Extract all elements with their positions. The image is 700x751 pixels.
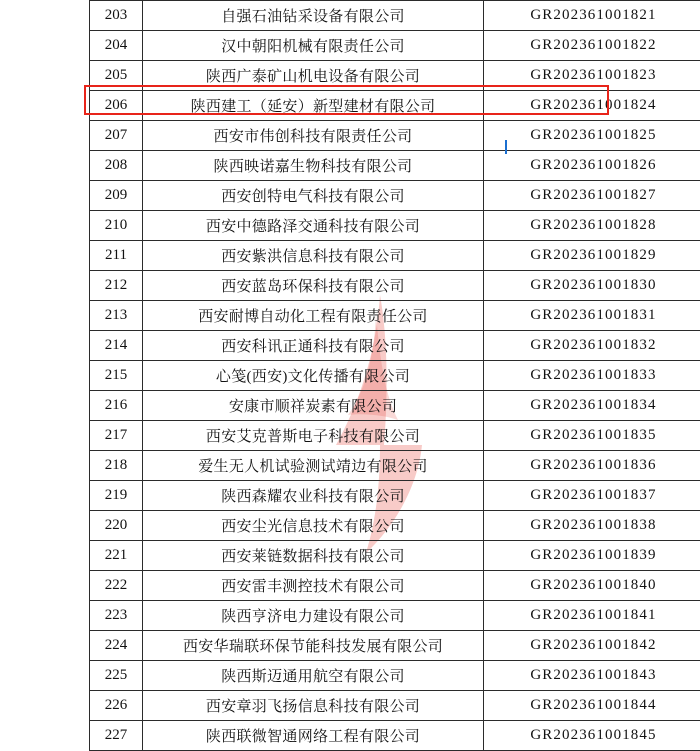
table-row[interactable] (90, 691, 700, 721)
table-row[interactable] (90, 601, 700, 631)
row-index: 223 (90, 601, 143, 631)
row-company-name: 西安耐博自动化工程有限责任公司 (143, 301, 484, 331)
row-company-name: 西安尘光信息技术有限公司 (143, 511, 484, 541)
table-row[interactable] (90, 661, 700, 691)
row-certificate-code: GR202361001840 (484, 571, 700, 601)
table-row[interactable] (90, 151, 700, 181)
row-certificate-code: GR202361001838 (484, 511, 700, 541)
row-index: 219 (90, 481, 143, 511)
table-row[interactable] (90, 541, 700, 571)
row-certificate-code: GR202361001829 (484, 241, 700, 271)
row-index: 209 (90, 181, 143, 211)
table-row[interactable] (90, 61, 700, 91)
row-certificate-code: GR202361001827 (484, 181, 700, 211)
row-index: 205 (90, 61, 143, 91)
row-index: 218 (90, 451, 143, 481)
row-company-name: 爱生无人机试验测试靖边有限公司 (143, 451, 484, 481)
table-row[interactable] (90, 121, 700, 151)
row-index: 212 (90, 271, 143, 301)
row-certificate-code: GR202361001821 (484, 1, 700, 31)
row-company-name: 陕西广泰矿山机电设备有限公司 (143, 61, 484, 91)
row-certificate-code: GR202361001844 (484, 691, 700, 721)
row-index: 215 (90, 361, 143, 391)
table-row[interactable] (90, 31, 700, 61)
row-certificate-code: GR202361001841 (484, 601, 700, 631)
row-company-name: 陕西建工（延安）新型建材有限公司 (143, 91, 484, 121)
row-certificate-code: GR202361001831 (484, 301, 700, 331)
row-index: 210 (90, 211, 143, 241)
table-body (90, 1, 700, 751)
row-certificate-code: GR202361001830 (484, 271, 700, 301)
row-company-name: 西安科讯正通科技有限公司 (143, 331, 484, 361)
row-index: 225 (90, 661, 143, 691)
row-index: 203 (90, 1, 143, 31)
row-index: 206 (90, 91, 143, 121)
row-index: 204 (90, 31, 143, 61)
row-company-name: 西安紫洪信息科技有限公司 (143, 241, 484, 271)
row-index: 220 (90, 511, 143, 541)
row-certificate-code: GR202361001824 (484, 91, 700, 121)
row-certificate-code: GR202361001845 (484, 721, 700, 751)
row-certificate-code: GR202361001833 (484, 361, 700, 391)
row-certificate-code: GR202361001843 (484, 661, 700, 691)
row-index: 224 (90, 631, 143, 661)
table-row[interactable] (90, 721, 700, 751)
row-certificate-code: GR202361001834 (484, 391, 700, 421)
row-company-name: 西安莱链数据科技有限公司 (143, 541, 484, 571)
row-certificate-code: GR202361001825 (484, 121, 700, 151)
table-row[interactable] (90, 571, 700, 601)
row-certificate-code: GR202361001822 (484, 31, 700, 61)
row-company-name: 西安章羽飞扬信息科技有限公司 (143, 691, 484, 721)
row-company-name: 西安华瑞联环保节能科技发展有限公司 (143, 631, 484, 661)
row-certificate-code: GR202361001832 (484, 331, 700, 361)
row-certificate-code: GR202361001826 (484, 151, 700, 181)
table-row[interactable] (90, 511, 700, 541)
table-row[interactable] (90, 181, 700, 211)
row-index: 211 (90, 241, 143, 271)
row-certificate-code: GR202361001828 (484, 211, 700, 241)
table-row[interactable] (90, 211, 700, 241)
row-index: 207 (90, 121, 143, 151)
row-company-name: 陕西映诺嘉生物科技有限公司 (143, 151, 484, 181)
row-company-name: 自强石油钻采设备有限公司 (143, 1, 484, 31)
row-company-name: 陕西斯迈通用航空有限公司 (143, 661, 484, 691)
table-row[interactable] (90, 481, 700, 511)
table-row[interactable] (90, 451, 700, 481)
table-row[interactable] (90, 631, 700, 661)
row-company-name: 心笺(西安)文化传播有限公司 (143, 361, 484, 391)
table-row-highlighted[interactable] (90, 91, 700, 121)
row-index: 213 (90, 301, 143, 331)
row-index: 214 (90, 331, 143, 361)
table-row[interactable] (90, 331, 700, 361)
row-index: 216 (90, 391, 143, 421)
row-index: 226 (90, 691, 143, 721)
row-company-name: 西安雷丰测控技术有限公司 (143, 571, 484, 601)
table-row[interactable] (90, 271, 700, 301)
table-row[interactable] (90, 361, 700, 391)
row-certificate-code: GR202361001836 (484, 451, 700, 481)
text-cursor-caret (505, 140, 507, 154)
table-row[interactable] (90, 301, 700, 331)
row-company-name: 西安创特电气科技有限公司 (143, 181, 484, 211)
row-company-name: 西安蓝岛环保科技有限公司 (143, 271, 484, 301)
row-index: 208 (90, 151, 143, 181)
company-list-table (89, 0, 700, 751)
row-company-name: 西安市伟创科技有限责任公司 (143, 121, 484, 151)
row-certificate-code: GR202361001835 (484, 421, 700, 451)
row-company-name: 西安中德路泽交通科技有限公司 (143, 211, 484, 241)
row-certificate-code: GR202361001823 (484, 61, 700, 91)
row-index: 227 (90, 721, 143, 751)
row-company-name: 汉中朝阳机械有限责任公司 (143, 31, 484, 61)
table-row[interactable] (90, 1, 700, 31)
row-company-name: 安康市顺祥炭素有限公司 (143, 391, 484, 421)
row-certificate-code: GR202361001839 (484, 541, 700, 571)
row-index: 217 (90, 421, 143, 451)
row-index: 221 (90, 541, 143, 571)
row-company-name: 陕西亨济电力建设有限公司 (143, 601, 484, 631)
row-index: 222 (90, 571, 143, 601)
table-row[interactable] (90, 391, 700, 421)
table-row[interactable] (90, 421, 700, 451)
table-row[interactable] (90, 241, 700, 271)
row-company-name: 陕西森耀农业科技有限公司 (143, 481, 484, 511)
row-certificate-code: GR202361001842 (484, 631, 700, 661)
row-company-name: 西安艾克普斯电子科技有限公司 (143, 421, 484, 451)
row-company-name: 陕西联微智通网络工程有限公司 (143, 721, 484, 751)
row-certificate-code: GR202361001837 (484, 481, 700, 511)
